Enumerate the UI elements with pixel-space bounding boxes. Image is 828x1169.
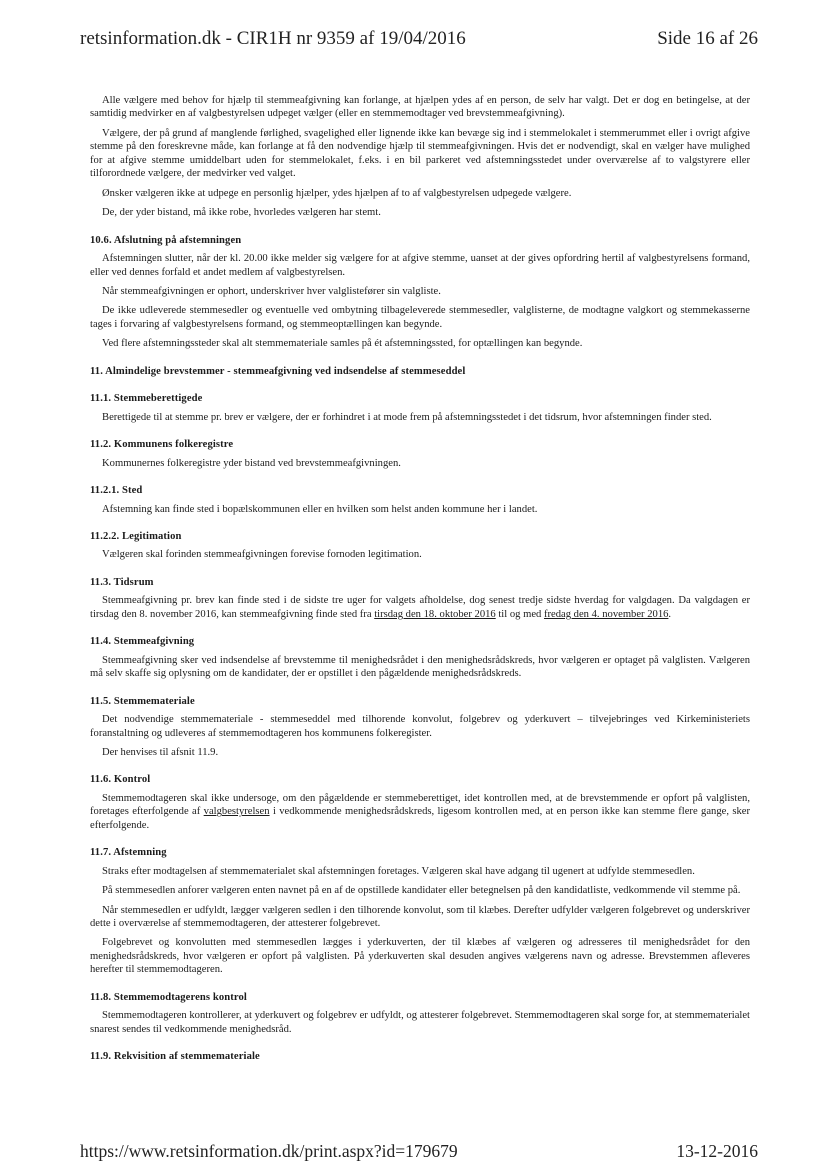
paragraph: Vælgere, der på grund af manglende førlighed, svagelighed eller lignende ikke kan bevæge sig ind i stemmelokalet i stemmerummet eller i ovrigt afgive stemme på den foreskrevne måde, kan forlange at få den nodvendige hjælp til stemmeafgivningen. Hvis det er nodvendigt, skal en vælger have mulighed for at afgive stemme umiddelbart uden for stemmelokalet, f.eks. i en bil parkeret ved afstemningsstedet under overværelse af to valgstyrere eller tilforordnede vælgere, der medvirker ved valget. xyxy=(90,127,750,180)
section-heading-11-9: 11.9. Rekvisition af stemmemateriale xyxy=(90,1051,260,1063)
section-heading-11-2-2: 11.2.2. Legitimation xyxy=(90,530,182,542)
paragraph: Berettigede til at stemme pr. brev er vælgere, der er forhindret i at mode frem på afstemningsstedet i det tidsrum, hvor afstemningen finder sted. xyxy=(102,411,712,423)
document-title: retsinformation.dk - CIR1H nr 9359 af 19/04/2016 xyxy=(80,28,466,49)
date-link-end[interactable]: fredag den 4. november 2016 xyxy=(543,608,669,620)
paragraph: Straks efter modtagelsen af stemmematerialet skal afstemningen foretages. Vælgeren skal have adgang til ugenert at udfylde stemmesedlen. xyxy=(102,865,695,877)
paragraph: Vælgeren skal forinden stemmeafgivningen forevise fornoden legitimation. xyxy=(102,549,422,561)
paragraph: Afstemning kan finde sted i bopælskommunen eller en hvilken som helst anden kommune her i landet. xyxy=(102,503,538,515)
paragraph: Når stemmesedlen er udfyldt, lægger vælgeren sedlen i den tilhorende konvolut, som til klæbes. Derefter udfylder vælgeren folgebrevet og underskriver dette i overværelse af stemmemodtageren, der attesterer folgebrevet. xyxy=(90,904,750,930)
paragraph xyxy=(90,792,750,832)
document-body xyxy=(90,94,750,1069)
paragraph: Ved flere afstemningssteder skal alt stemmemateriale samles på ét afstemningssted, for optællingen kan begynde. xyxy=(102,338,583,350)
paragraph: På stemmesedlen anforer vælgeren enten navnet på en af de opstillede kandidater eller betegnelsen på den kandidatliste, vedkommende vil stemme på. xyxy=(102,885,741,897)
date-link-start[interactable]: tirsdag den 18. oktober 2016 xyxy=(374,608,496,620)
paragraph-text: Stemmeafgivning pr. brev kan finde sted i de sidste tre uger for valgets afholdelse, dog senest tredje sidste hverdag for valgdagen. Da valgdagen er tirsdag den 8. november 2016, kan stemmeafgivning finde sted fra xyxy=(90,595,750,620)
paragraph: Det nodvendige stemmemateriale - stemmeseddel med tilhorende konvolut, folgebrev og yderkuvert – tilvejebringes ved Kirkeministeriets foranstaltning og udleveres af stemmemodtageren hos kommunens folkeregister. xyxy=(90,714,750,739)
print-date: 13-12-2016 xyxy=(676,1141,758,1161)
paragraph: Kommunernes folkeregistre yder bistand ved brevstemmeafgivningen. xyxy=(102,457,401,469)
paragraph: Der henvises til afsnit 11.9. xyxy=(102,746,219,758)
section-heading-11: 11. Almindelige brevstemmer - stemmeafgivning ved indsendelse af stemmeseddel xyxy=(90,365,466,377)
paragraph: Afstemningen slutter, når der kl. 20.00 ikke melder sig vælgere for at afgive stemme, uanset at der gives opfordring hertil af valgbestyrelsens formand, eller ved dennes forfald et andet medlem af valgbestyrelsen. xyxy=(90,253,750,278)
page-header xyxy=(80,28,758,50)
section-heading-10-6: 10.6. Afslutning på afstemningen xyxy=(90,234,242,246)
paragraph: Alle vælgere med behov for hjælp til stemmeafgivning kan forlange, at hjælpen ydes af en person, de selv har valgt. Det er dog en betingelse, at der samtidig medvirker en af valgbestyrelsen udpeget vælger (eller en stemmemodtager ved brevstemmeafgivning). xyxy=(90,95,750,120)
section-heading-11-8: 11.8. Stemmemodtagerens kontrol xyxy=(90,991,247,1003)
paragraph: De, der yder bistand, må ikke robe, hvorledes vælgeren har stemt. xyxy=(102,207,381,219)
paragraph-text: Stemmemodtageren skal ikke undersoge, om den pågældende er stemmeberettiget, idet kontrollen med, at de brevstemmende er opfort på valglisten, foretages efterfolgende af xyxy=(90,792,750,818)
paragraph-text: til og med xyxy=(495,608,544,620)
paragraph: Folgebrevet og konvolutten med stemmesedlen lægges i yderkuverten, der til klæbes af vælgeren og adresseres til menighedsrådet for den menighedsrådskreds, hvor vælgeren er opfort på valglisten. På yderkuverten skal desuden angives vælgerens navn og adresse. Brevstemmen afleveres herefter til stemmemodtageren. xyxy=(90,937,750,976)
paragraph: De ikke udleverede stemmesedler og eventuelle ved ombytning tilbageleverede stemmesedler, valglisterne, de modtagne valgkort og stemmekasserne tages i forvaring af valgbestyrelsens formand, og stemmeoptællingen kan begynde. xyxy=(90,305,750,330)
paragraph: Ønsker vælgeren ikke at udpege en personlig hjælper, ydes hjælpen af to af valgbestyrelsen udpegede vælgere. xyxy=(102,187,572,199)
section-heading-11-6: 11.6. Kontrol xyxy=(90,774,151,786)
section-heading-11-4: 11.4. Stemmeafgivning xyxy=(90,636,195,648)
page-number: Side 16 af 26 xyxy=(657,28,758,49)
paragraph: Når stemmeafgivningen er ophort, underskriver hver valglistefører sin valgliste. xyxy=(102,285,441,297)
section-heading-11-3: 11.3. Tidsrum xyxy=(90,576,154,588)
section-heading-11-1: 11.1. Stemmeberettigede xyxy=(90,393,203,405)
section-heading-11-5: 11.5. Stemmemateriale xyxy=(90,695,195,707)
section-heading-11-7: 11.7. Afstemning xyxy=(90,847,167,859)
paragraph: Stemmemodtageren kontrollerer, at yderkuvert og folgebrev er udfyldt, og attesterer folgebrevet. Stemmemodtageren skal sorge for, at stemmematerialet snarest sendes til vedkommende menighedsråd. xyxy=(90,1010,750,1035)
paragraph xyxy=(90,594,750,621)
paragraph-text: i vedkommende menighedsrådskreds, ligesom kontrollen med, at en person ikke kan stemme flere gange, sker efterfolgende. xyxy=(90,806,750,831)
valgbestyrelsen-link[interactable]: valgbestyrelsen xyxy=(203,806,270,818)
source-url[interactable]: https://www.retsinformation.dk/print.aspx?id=179679 xyxy=(80,1141,458,1161)
paragraph-text: . xyxy=(668,608,672,620)
section-heading-11-2: 11.2. Kommunens folkeregistre xyxy=(90,439,234,451)
page-footer xyxy=(80,1141,758,1162)
section-heading-11-2-1: 11.2.1. Sted xyxy=(90,485,143,497)
paragraph: Stemmeafgivning sker ved indsendelse af brevstemme til menighedsrådet i den menighedsrådskreds, hvor vælgeren er optaget på valglisten. Vælgeren må selv skaffe sig oplysning om de kandidater, der er opstillet i den pågældende menighedsrådskreds. xyxy=(90,654,750,680)
